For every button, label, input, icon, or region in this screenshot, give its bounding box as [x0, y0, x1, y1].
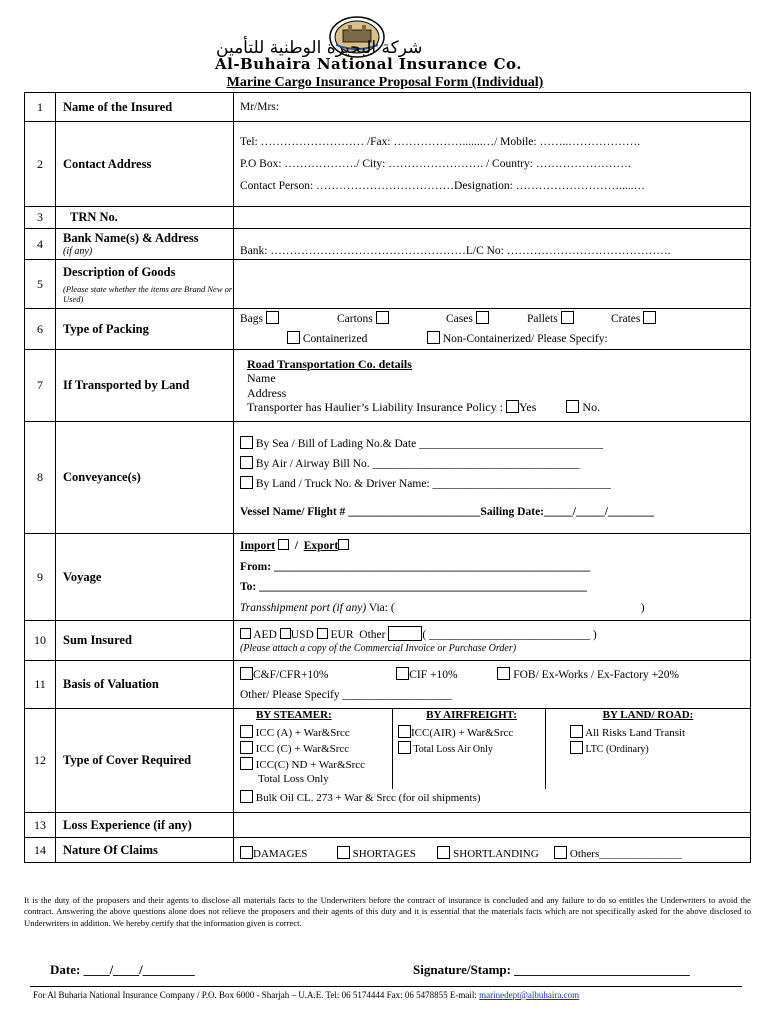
- transshipment-label: Transshipment port (if any): [240, 601, 367, 614]
- form-row: [25, 534, 751, 621]
- crates-checkbox[interactable]: [643, 311, 656, 324]
- voyage-from-field[interactable]: [240, 557, 750, 578]
- packing-pallets[interactable]: [527, 311, 574, 325]
- cover-option[interactable]: [398, 741, 545, 757]
- packing-cases[interactable]: [446, 311, 489, 325]
- packing-containerized[interactable]: [287, 331, 367, 345]
- cover-option[interactable]: [240, 741, 392, 757]
- from-blank: _______________________________________________________: [273, 560, 591, 573]
- others-checkbox[interactable]: [554, 846, 567, 859]
- row-number: 12: [25, 709, 56, 813]
- haulier-yes-checkbox[interactable]: [506, 400, 519, 413]
- contact-line-person: Contact Person: ………………………………Designation: ……………………….....…: [240, 180, 646, 192]
- total-loss-air-checkbox[interactable]: [398, 741, 411, 754]
- sum-insured-note: (Please attach a copy of the Commercial Invoice or Purchase Order): [240, 642, 517, 654]
- packing-non-containerized[interactable]: [427, 331, 608, 345]
- form-row: [25, 229, 751, 260]
- damages-label: DAMAGES: [253, 848, 308, 860]
- damages-checkbox[interactable]: [240, 846, 253, 859]
- row-number: 3: [25, 207, 56, 229]
- vessel-flight-field[interactable]: Vessel Name/ Flight # _______________________Sailing Date:_____/_____/________: [240, 505, 654, 518]
- pallets-checkbox[interactable]: [561, 311, 574, 324]
- conveyance-options: [234, 422, 751, 534]
- sum-insured-options: [234, 621, 751, 661]
- bulk-oil-label: Bulk Oil CL. 273 + War & Srcc (for oil shipments): [255, 792, 481, 804]
- haulier-policy-line: [247, 400, 750, 415]
- containerized-checkbox[interactable]: [287, 331, 300, 344]
- form-title: Marine Cargo Insurance Proposal Form (Individual): [226, 75, 544, 90]
- packing-row-1: [234, 311, 750, 328]
- land-transport-details: [234, 350, 751, 422]
- contact-line-phone: Tel: ……………………… /Fax: ……………….......…/ Mobile: ……..……………….: [240, 136, 641, 148]
- haulier-no-label: No.: [582, 400, 601, 414]
- row-number: 5: [25, 260, 56, 309]
- bulk-oil-checkbox[interactable]: [240, 790, 253, 803]
- goods-description-field[interactable]: [234, 260, 751, 309]
- steamer-heading: BY STEAMER:: [256, 709, 332, 721]
- fob-label: FOB/ Ex-Works / Ex-Factory +20%: [513, 668, 680, 681]
- contact-line-address: P.O Box: ………………./ City: ……………………. / Country: …………………….: [240, 158, 631, 170]
- by-air-checkbox[interactable]: [240, 456, 253, 469]
- row-label: Contact Address: [56, 122, 234, 207]
- usd-checkbox[interactable]: [280, 628, 291, 639]
- voyage-to-field[interactable]: [240, 577, 750, 598]
- row-label: [56, 260, 234, 309]
- haulier-yes-label: Yes: [518, 400, 537, 414]
- packing-bags-label: Bags: [240, 312, 263, 325]
- icc-air-checkbox[interactable]: [398, 725, 411, 738]
- row-number: 2: [25, 122, 56, 207]
- footer-divider: [30, 986, 742, 987]
- letterhead: [0, 8, 770, 88]
- cover-option-bulk-oil[interactable]: [240, 790, 750, 804]
- packing-crates-label: Crates: [611, 312, 641, 325]
- packing-cases-label: Cases: [446, 312, 473, 325]
- packing-cartons[interactable]: [337, 311, 389, 325]
- land-heading: BY LAND/ ROAD:: [602, 709, 694, 721]
- row-sublabel: (Please state whether the items are Brand New or Used): [63, 283, 233, 304]
- bags-checkbox[interactable]: [266, 311, 279, 324]
- date-field[interactable]: Date: ____/____/________: [50, 962, 195, 977]
- packing-pallets-label: Pallets: [527, 312, 558, 325]
- packing-row-2: [234, 331, 750, 348]
- row-sublabel: (if any): [63, 246, 93, 257]
- to-blank: _________________________________________________________: [259, 581, 587, 593]
- containerized-label: Containerized: [302, 332, 368, 345]
- via-close: ): [640, 601, 645, 614]
- ltc-checkbox[interactable]: [570, 741, 583, 754]
- row-number: 10: [25, 621, 56, 661]
- cover-option[interactable]: [240, 725, 392, 741]
- packing-bags[interactable]: [240, 311, 279, 325]
- row-number: 11: [25, 661, 56, 709]
- valuation-other-field[interactable]: Other/ Please Specify ___________________: [240, 688, 452, 701]
- usd-label: USD: [290, 628, 314, 641]
- icc-a-checkbox[interactable]: [240, 725, 253, 738]
- non-containerized-label: Non-Containerized/ Please Specify:: [442, 332, 608, 345]
- form-row: [25, 838, 751, 863]
- company-name-arabic: شركة البحيرة الوطنية للتأمين: [216, 38, 423, 58]
- transporter-name-field[interactable]: Name: [247, 371, 276, 385]
- air-heading: BY AIRFREIGHT:: [426, 709, 517, 721]
- non-containerized-checkbox[interactable]: [427, 331, 440, 344]
- row-label: [56, 229, 234, 260]
- row-number: 14: [25, 838, 56, 863]
- total-loss-label: Total Loss Only: [258, 773, 329, 785]
- conveyance-air[interactable]: [240, 454, 750, 474]
- cases-checkbox[interactable]: [476, 311, 489, 324]
- footer: [33, 990, 579, 1000]
- by-land-label: By Land / Truck No. & Driver Name: _______________________________: [255, 477, 611, 490]
- row-label: If Transported by Land: [56, 350, 234, 422]
- aed-label: AED: [253, 628, 277, 641]
- from-label: From:: [240, 560, 272, 573]
- cfr-checkbox[interactable]: [240, 667, 253, 680]
- field-prefix: Mr/Mrs:: [240, 101, 279, 113]
- cover-option[interactable]: [240, 757, 392, 773]
- form-row: [25, 709, 751, 813]
- ltc-label: LTC (Ordinary): [585, 744, 649, 755]
- air-column: [392, 709, 546, 789]
- aed-checkbox[interactable]: [240, 628, 251, 639]
- trn-field[interactable]: [234, 207, 751, 229]
- cartons-checkbox[interactable]: [376, 311, 389, 324]
- form-row: [25, 122, 751, 207]
- form-row: [25, 661, 751, 709]
- via-label: Via: (: [368, 601, 395, 614]
- row-label: Nature Of Claims: [56, 838, 234, 863]
- voyage-direction: [240, 536, 750, 557]
- fob-checkbox[interactable]: [497, 667, 510, 680]
- transshipment-field[interactable]: [240, 598, 750, 619]
- export-label: Export: [303, 540, 339, 552]
- row-label: Type of Packing: [56, 309, 234, 350]
- icc-c-checkbox[interactable]: [240, 741, 253, 754]
- conveyance-sea[interactable]: [240, 434, 750, 454]
- row-label: Conveyance(s): [56, 422, 234, 534]
- company-name-english: Al-Buhaira National Insurance Co.: [215, 55, 523, 73]
- cover-option[interactable]: [570, 741, 726, 757]
- form-row: [25, 207, 751, 229]
- haulier-policy-label: Transporter has Haulier’s Liability Insurance Policy :: [247, 400, 503, 414]
- shortages-checkbox[interactable]: [337, 846, 350, 859]
- transporter-address-field[interactable]: Address: [247, 385, 287, 400]
- others-label[interactable]: Others_______________: [569, 848, 682, 860]
- road-transport-heading: Road Transportation Co. details: [247, 356, 412, 371]
- other-currency-label: Other: [359, 628, 386, 641]
- form-row: [25, 422, 751, 534]
- form-row: [25, 93, 751, 122]
- form-row: [25, 621, 751, 661]
- row-label: Sum Insured: [56, 621, 234, 661]
- row-label: Voyage: [56, 534, 234, 621]
- cif-label: CIF +10%: [409, 668, 458, 681]
- packing-options: [234, 309, 751, 350]
- footer-email-link[interactable]: marinedept@albuhaira.com: [479, 990, 580, 1000]
- eur-label: EUR: [330, 628, 354, 641]
- row-label: Name of the Insured: [56, 93, 234, 122]
- icc-c-nd-checkbox[interactable]: [240, 757, 253, 770]
- import-checkbox[interactable]: [278, 539, 289, 550]
- valuation-line: [240, 665, 750, 685]
- shortages-label: SHORTAGES: [352, 848, 416, 860]
- signature-field[interactable]: Signature/Stamp: ___________________________: [413, 962, 690, 977]
- row-number: 6: [25, 309, 56, 350]
- conveyance-land[interactable]: [240, 474, 750, 494]
- cif-checkbox[interactable]: [396, 667, 409, 680]
- cover-option[interactable]: [240, 773, 392, 789]
- form-row: [25, 260, 751, 309]
- cover-columns: [240, 709, 750, 789]
- shortlanding-label: SHORTLANDING: [453, 848, 539, 860]
- row-label: Loss Experience (if any): [56, 813, 234, 838]
- shortlanding-checkbox[interactable]: [437, 846, 450, 859]
- export-checkbox[interactable]: [338, 539, 349, 550]
- by-land-checkbox[interactable]: [240, 476, 253, 489]
- land-column: [546, 709, 726, 789]
- icc-c-nd-label: ICC(C) ND + War&Srcc: [255, 759, 366, 771]
- proposal-form-table: [24, 92, 751, 863]
- valuation-options: [234, 661, 751, 709]
- icc-a-label: ICC (A) + War&Srcc: [255, 727, 350, 739]
- by-sea-label: By Sea / Bill of Lading No.& Date ________________________________: [255, 437, 604, 450]
- row-number: 8: [25, 422, 56, 534]
- row-number: 7: [25, 350, 56, 422]
- direction-separator: /: [294, 540, 298, 552]
- row-number: 13: [25, 813, 56, 838]
- row-number: 4: [25, 229, 56, 260]
- disclosure-statement: It is the duty of the proposers and their agents to disclose all materials facts to the Underwriters before the contract of insurance is concluded and any failure to do so entitles the Underwriters to avoid the contract. Answering the above questions alone does not relieve the proposers and their agents of this duty and it is essential that the materials facts which are not specifically asked for the above disclosed to Underwriters in addition. We hereby certify that the information given is correct.: [24, 895, 751, 928]
- eur-checkbox[interactable]: [317, 628, 328, 639]
- row-label: Basis of Valuation: [56, 661, 234, 709]
- cover-option[interactable]: [570, 725, 726, 741]
- all-risks-land-checkbox[interactable]: [570, 725, 583, 738]
- cfr-label: C&F/CFR+10%: [253, 668, 329, 681]
- import-label: Import: [240, 540, 276, 552]
- contact-address-field[interactable]: [234, 122, 751, 207]
- cover-options: [234, 709, 751, 813]
- row-label: TRN No.: [56, 207, 234, 229]
- by-air-label: By Air / Airway Bill No. ____________________________________: [255, 457, 580, 470]
- all-risks-land-label: All Risks Land Transit: [585, 727, 686, 739]
- row-label: Type of Cover Required: [56, 709, 234, 813]
- by-sea-checkbox[interactable]: [240, 436, 253, 449]
- packing-cartons-label: Cartons: [337, 312, 373, 325]
- sum-amount-field[interactable]: ( ____________________________ ): [422, 628, 597, 641]
- to-label: To:: [240, 581, 257, 593]
- other-currency-input[interactable]: [388, 626, 422, 641]
- icc-c-label: ICC (C) + War&Srcc: [255, 743, 350, 755]
- form-row: [25, 350, 751, 422]
- voyage-details: [234, 534, 751, 621]
- footer-address: For Al Buharia National Insurance Company / P.O. Box 6000 - Sharjah – U.A.E. Tel: 06 5174444 Fax: 06 5478855 E-mail:: [33, 990, 480, 1000]
- row-label-text: Bank Name(s) & Address: [63, 231, 199, 245]
- icc-air-label: ICC(AIR) + War&Srcc: [411, 727, 514, 739]
- cover-option[interactable]: [398, 725, 545, 741]
- total-loss-air-label: Total Loss Air Only: [413, 744, 493, 755]
- loss-experience-field[interactable]: [234, 813, 751, 838]
- row-label-text: Description of Goods: [63, 264, 176, 279]
- row-number: 9: [25, 534, 56, 621]
- haulier-no-checkbox[interactable]: [566, 400, 579, 413]
- bank-line: Bank: ……………………………………………L/C No: …………………………………….: [240, 245, 671, 257]
- bank-field[interactable]: [234, 229, 751, 260]
- packing-crates[interactable]: [611, 311, 656, 325]
- form-row: [25, 813, 751, 838]
- row-number: 1: [25, 93, 56, 122]
- form-row: [25, 309, 751, 350]
- steamer-column: [240, 709, 392, 789]
- currency-line: [240, 626, 750, 642]
- insured-name-field[interactable]: [234, 93, 751, 122]
- claims-options: [234, 838, 751, 863]
